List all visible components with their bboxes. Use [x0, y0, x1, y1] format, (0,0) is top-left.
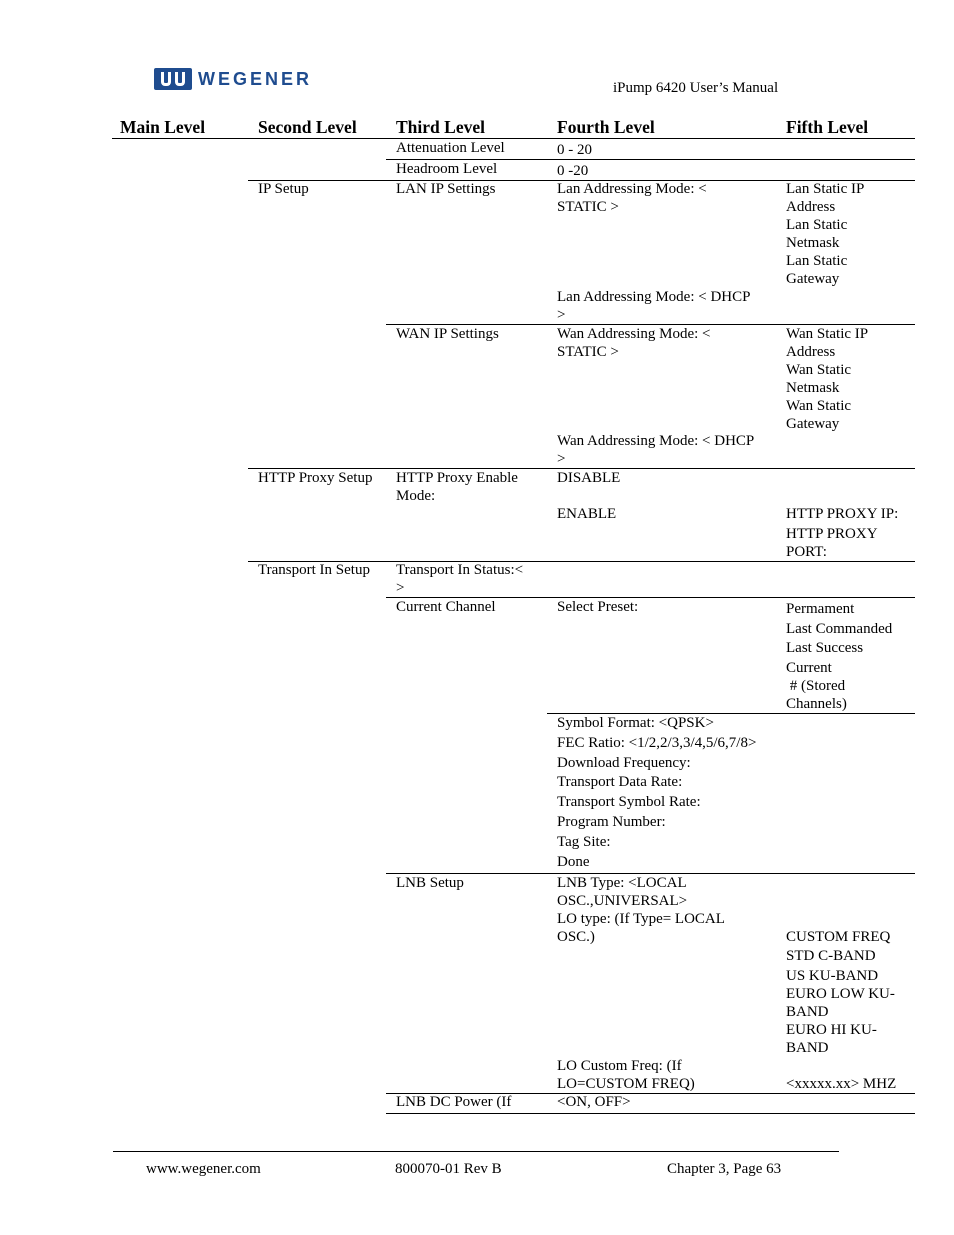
footer-doc-number: 800070-01 Rev B	[395, 1161, 502, 1177]
lnb-dc-power-options: <ON, OFF>	[557, 1094, 631, 1110]
preset-permanent: Permament	[786, 601, 855, 617]
lan-static-items: Lan Static IP Address Lan Static Netmask Lan Static Gateway	[786, 181, 865, 287]
done: Done	[557, 854, 590, 870]
program-number: Program Number:	[557, 814, 666, 830]
preset-last-commanded: Last Commanded	[786, 621, 893, 637]
lnb-dc-power: LNB DC Power (If	[396, 1094, 512, 1110]
col-fourth-level: Fourth Level	[557, 117, 655, 137]
lo-us-ku-band: US KU-BAND	[786, 968, 879, 984]
ip-setup: IP Setup	[258, 181, 309, 197]
col-main-level: Main Level	[120, 117, 206, 137]
transport-data-rate: Transport Data Rate:	[557, 774, 683, 790]
lo-euro-low-ku-band: EURO LOW KU- BAND	[786, 986, 895, 1020]
http-proxy-enable: ENABLE	[557, 506, 617, 522]
col-second-level: Second Level	[258, 117, 357, 137]
lo-std-c-band: STD C-BAND	[786, 948, 876, 964]
wegener-logo-icon	[154, 68, 192, 90]
wan-dhcp-mode: Wan Addressing Mode: < DHCP >	[557, 433, 755, 467]
http-proxy-ip: HTTP PROXY IP:	[786, 506, 899, 522]
lan-ip-settings: LAN IP Settings	[396, 181, 496, 197]
table-bottom-rule	[386, 1113, 915, 1114]
symbol-format: Symbol Format: <QPSK>	[557, 715, 714, 731]
preset-current: Current	[786, 660, 832, 676]
lo-mhz-value: <xxxxx.xx> MHZ	[786, 1076, 897, 1092]
lnb-setup: LNB Setup	[396, 875, 464, 891]
current-channel: Current Channel	[396, 599, 496, 615]
col-fifth-level: Fifth Level	[786, 117, 869, 137]
http-proxy-disable: DISABLE	[557, 470, 621, 486]
preset-last-success: Last Success	[786, 640, 864, 656]
footer-page: Chapter 3, Page 63	[667, 1161, 782, 1177]
wegener-logo	[146, 58, 332, 96]
download-frequency: Download Frequency:	[557, 755, 691, 771]
lan-static-mode: Lan Addressing Mode: < STATIC >	[557, 181, 707, 215]
fec-ratio: FEC Ratio: <1/2,2/3,3/4,5/6,7/8>	[557, 735, 757, 751]
tag-site: Tag Site:	[557, 834, 611, 850]
wan-static-mode: Wan Addressing Mode: < STATIC >	[557, 326, 711, 360]
select-preset: Select Preset:	[557, 599, 639, 615]
footer-rule	[113, 1151, 839, 1152]
lo-euro-hi-ku-band: EURO HI KU- BAND	[786, 1022, 877, 1056]
brand-name: WEGENER	[198, 69, 313, 89]
wan-ip-settings: WAN IP Settings	[396, 326, 499, 342]
http-proxy-port: HTTP PROXY PORT:	[786, 526, 878, 560]
lo-type: LO type: (If Type= LOCAL OSC.)	[557, 911, 725, 945]
http-proxy-setup: HTTP Proxy Setup	[258, 470, 373, 486]
header-rule	[112, 138, 915, 139]
lo-custom-freq: LO Custom Freq: (If LO=CUSTOM FREQ)	[557, 1058, 695, 1092]
manual-title: iPump 6420 User’s Manual	[613, 80, 779, 96]
attenuation-level: Attenuation Level	[396, 140, 505, 156]
http-proxy-enable-mode: HTTP Proxy Enable Mode:	[396, 470, 518, 504]
attenuation-range: 0 - 20	[557, 142, 592, 158]
transport-symbol-rate: Transport Symbol Rate:	[557, 794, 701, 810]
lo-custom-freq-option: CUSTOM FREQ	[786, 929, 891, 945]
preset-stored-channels: # (Stored Channels)	[786, 678, 847, 712]
lnb-type: LNB Type: <LOCAL OSC.,UNIVERSAL>	[557, 875, 688, 909]
headroom-range: 0 -20	[557, 163, 589, 179]
headroom-level: Headroom Level	[396, 161, 498, 177]
transport-in-setup: Transport In Setup	[258, 562, 370, 578]
lan-dhcp-mode: Lan Addressing Mode: < DHCP >	[557, 289, 751, 323]
transport-in-status: Transport In Status:< >	[396, 562, 524, 596]
wan-static-items: Wan Static IP Address Wan Static Netmask Wan Static Gateway	[786, 326, 869, 432]
col-third-level: Third Level	[396, 117, 485, 137]
footer-website: www.wegener.com	[146, 1161, 261, 1177]
